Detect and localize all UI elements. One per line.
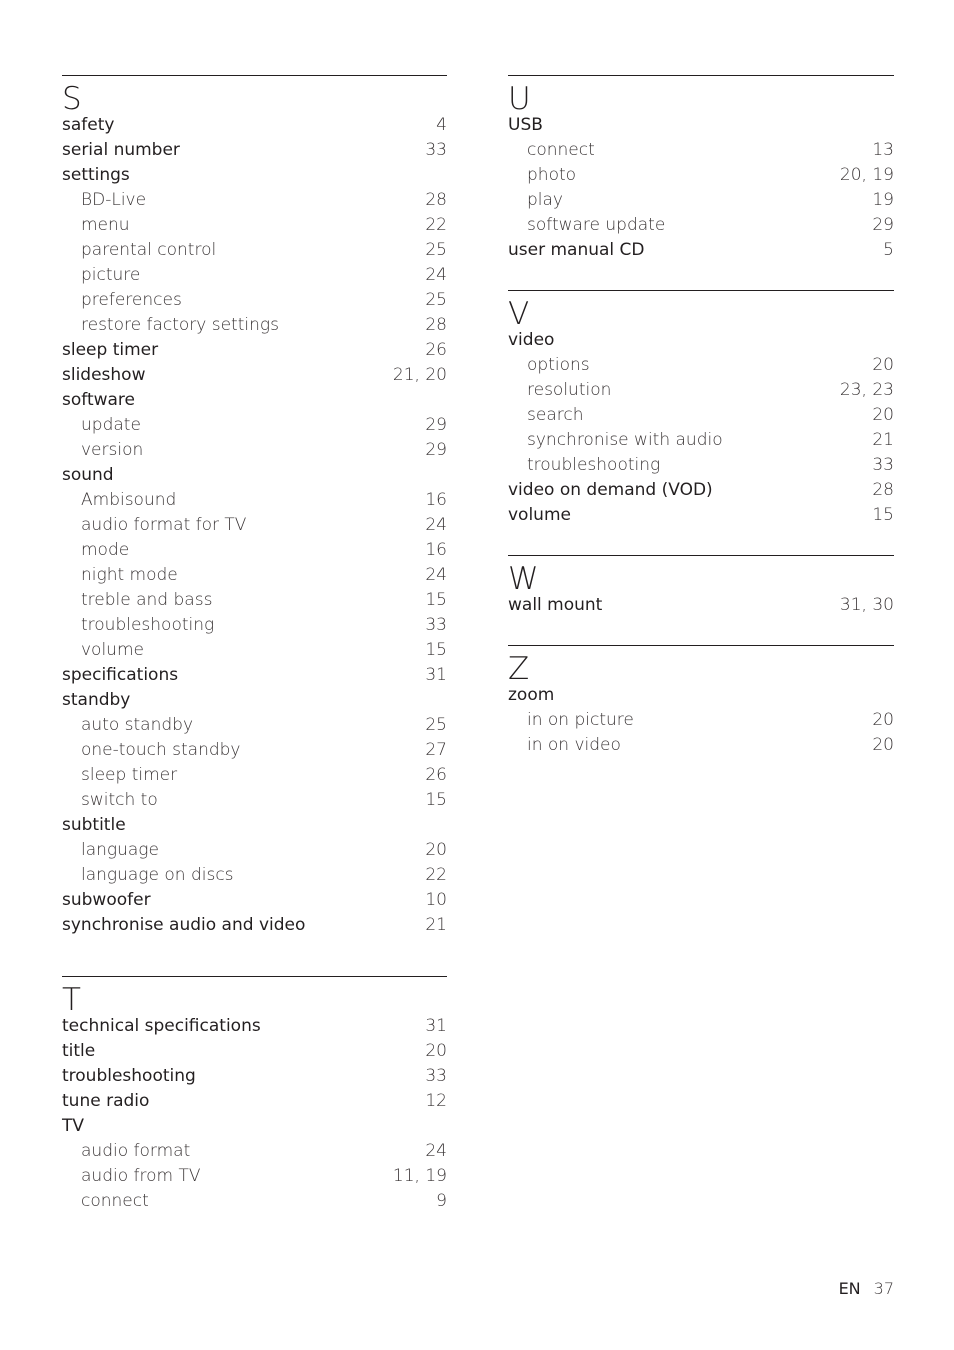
entry-term: Ambisound <box>81 490 177 510</box>
entry-pages: 33 <box>425 615 447 635</box>
index-entry <box>62 388 447 413</box>
index-subentry <box>62 213 447 238</box>
index-entry <box>508 238 894 263</box>
entry-pages: 28 <box>425 315 447 335</box>
entry-term: connect <box>527 140 595 160</box>
entry-term: options <box>527 355 590 375</box>
entry-pages: 25 <box>425 290 447 310</box>
entry-term: night mode <box>81 565 178 585</box>
entry-term: subtitle <box>62 815 126 835</box>
index-subentry <box>508 138 894 163</box>
index-subentry <box>62 563 447 588</box>
entry-term: preferences <box>81 290 182 310</box>
section-letter: U <box>508 81 531 117</box>
entry-pages: 28 <box>425 190 447 210</box>
entry-pages: 33 <box>425 1066 447 1086</box>
page-footer <box>839 1279 894 1298</box>
entry-term: photo <box>527 165 577 185</box>
entry-term: search <box>527 405 584 425</box>
entry-term: TV <box>62 1116 85 1136</box>
index-entry <box>508 328 894 353</box>
section-letter: T <box>62 982 81 1018</box>
index-subentry <box>62 863 447 888</box>
index-entry <box>62 913 447 938</box>
entry-term: zoom <box>508 685 555 705</box>
index-entry <box>62 138 447 163</box>
entry-term: wall mount <box>508 595 603 615</box>
index-entry <box>62 1014 447 1039</box>
entry-pages: 15 <box>872 505 894 525</box>
entry-term: software update <box>527 215 666 235</box>
entry-pages: 16 <box>425 540 447 560</box>
index-subentry <box>62 538 447 563</box>
index-section-t <box>62 976 447 1214</box>
entry-term: volume <box>508 505 571 525</box>
index-section-w <box>508 555 894 618</box>
index-entry <box>508 113 894 138</box>
entry-pages: 20 <box>872 355 894 375</box>
entry-term: treble and bass <box>81 590 213 610</box>
index-subentry <box>62 188 447 213</box>
section-letter: S <box>62 81 82 117</box>
index-subentry <box>62 1189 447 1214</box>
entry-pages: 26 <box>425 765 447 785</box>
entry-pages: 22 <box>425 215 447 235</box>
section-letter: V <box>508 296 530 332</box>
entry-pages: 13 <box>872 140 894 160</box>
index-section-v <box>508 290 894 528</box>
entry-pages: 21, 20 <box>392 365 447 385</box>
index-subentry <box>62 513 447 538</box>
entry-pages: 15 <box>425 790 447 810</box>
entry-pages: 25 <box>425 715 447 735</box>
entry-pages: 19 <box>872 190 894 210</box>
entry-term: USB <box>508 115 543 135</box>
index-entry <box>62 1039 447 1064</box>
entry-term: BD-Live <box>81 190 147 210</box>
footer-language: EN <box>838 1279 861 1298</box>
entry-term: audio from TV <box>81 1166 201 1186</box>
entry-term: volume <box>81 640 144 660</box>
entry-term: settings <box>62 165 130 185</box>
entry-term: sound <box>62 465 114 485</box>
index-subentry <box>62 438 447 463</box>
entry-pages: 24 <box>425 1141 447 1161</box>
entry-term: switch to <box>81 790 158 810</box>
index-column-left <box>62 75 447 1214</box>
index-subentry <box>62 638 447 663</box>
entry-term: in on picture <box>527 710 634 730</box>
entry-pages: 11, 19 <box>392 1166 447 1186</box>
entry-pages: 15 <box>425 640 447 660</box>
entry-pages: 25 <box>425 240 447 260</box>
index-subentry <box>62 788 447 813</box>
entry-term: video <box>508 330 555 350</box>
index-entry <box>62 113 447 138</box>
entry-term: troubleshooting <box>62 1066 196 1086</box>
entry-pages: 20 <box>872 735 894 755</box>
index-subentry <box>62 1139 447 1164</box>
entry-term: restore factory settings <box>81 315 279 335</box>
index-subentry <box>508 163 894 188</box>
entry-term: one-touch standby <box>81 740 241 760</box>
index-subentry <box>62 1164 447 1189</box>
entry-term: sleep timer <box>62 340 159 360</box>
entry-term: title <box>62 1041 96 1061</box>
entry-pages: 20 <box>872 405 894 425</box>
index-subentry <box>62 313 447 338</box>
entry-pages: 9 <box>436 1191 447 1211</box>
index-subentry <box>508 403 894 428</box>
index-subentry <box>62 238 447 263</box>
entry-pages: 27 <box>425 740 447 760</box>
section-letter: W <box>508 561 539 597</box>
entry-term: tune radio <box>62 1091 150 1111</box>
entry-term: video on demand (VOD) <box>508 480 713 500</box>
index-subentry <box>62 738 447 763</box>
index-subentry <box>62 763 447 788</box>
entry-term: user manual CD <box>508 240 645 260</box>
entry-term: menu <box>81 215 130 235</box>
entry-term: audio format <box>81 1141 191 1161</box>
entry-term: troubleshooting <box>81 615 215 635</box>
entry-term: software <box>62 390 136 410</box>
entry-term: language <box>81 840 159 860</box>
index-subentry <box>62 413 447 438</box>
entry-term: slideshow <box>62 365 146 385</box>
entry-term: technical specifications <box>62 1016 261 1036</box>
entry-pages: 24 <box>425 515 447 535</box>
entry-term: standby <box>62 690 131 710</box>
index-entry <box>508 593 894 618</box>
index-entry <box>62 1064 447 1089</box>
entry-pages: 24 <box>425 565 447 585</box>
index-section-z <box>508 645 894 758</box>
entry-pages: 20, 19 <box>839 165 894 185</box>
entry-term: serial number <box>62 140 180 160</box>
entry-term: play <box>527 190 563 210</box>
index-subentry <box>62 288 447 313</box>
entry-pages: 20 <box>425 1041 447 1061</box>
entry-term: subwoofer <box>62 890 151 910</box>
index-subentry <box>508 378 894 403</box>
index-section-s <box>62 75 447 938</box>
index-entry <box>62 888 447 913</box>
index-subentry <box>508 353 894 378</box>
index-subentry <box>508 188 894 213</box>
index-subentry <box>508 708 894 733</box>
entry-pages: 20 <box>425 840 447 860</box>
entry-term: in on video <box>527 735 621 755</box>
entry-pages: 15 <box>425 590 447 610</box>
index-entry <box>62 688 447 713</box>
footer-page-number: 37 <box>873 1279 894 1298</box>
index-entry <box>62 663 447 688</box>
section-letter: Z <box>508 651 530 687</box>
entry-pages: 10 <box>425 890 447 910</box>
index-entry <box>62 463 447 488</box>
index-entry <box>508 683 894 708</box>
index-entry <box>62 363 447 388</box>
entry-pages: 16 <box>425 490 447 510</box>
index-subentry <box>508 213 894 238</box>
entry-term: auto standby <box>81 715 194 735</box>
index-entry <box>62 1114 447 1139</box>
entry-term: resolution <box>527 380 612 400</box>
index-subentry <box>508 733 894 758</box>
index-entry <box>62 338 447 363</box>
entry-term: parental control <box>81 240 217 260</box>
index-section-u <box>508 75 894 263</box>
entry-pages: 31, 30 <box>839 595 894 615</box>
index-entry <box>508 478 894 503</box>
entry-pages: 29 <box>425 415 447 435</box>
entry-pages: 24 <box>425 265 447 285</box>
entry-term: connect <box>81 1191 149 1211</box>
entry-pages: 20 <box>872 710 894 730</box>
entry-term: update <box>81 415 141 435</box>
entry-term: version <box>81 440 144 460</box>
entry-pages: 33 <box>872 455 894 475</box>
index-subentry <box>62 613 447 638</box>
index-subentry <box>62 263 447 288</box>
entry-pages: 31 <box>425 1016 447 1036</box>
index-subentry <box>62 488 447 513</box>
entry-pages: 5 <box>883 240 894 260</box>
entry-term: sleep timer <box>81 765 178 785</box>
entry-term: safety <box>62 115 115 135</box>
entry-pages: 4 <box>436 115 447 135</box>
index-entry <box>508 503 894 528</box>
entry-pages: 29 <box>872 215 894 235</box>
entry-term: language on discs <box>81 865 234 885</box>
index-entry <box>62 813 447 838</box>
entry-term: troubleshooting <box>527 455 661 475</box>
entry-pages: 21 <box>425 915 447 935</box>
index-subentry <box>508 453 894 478</box>
entry-term: synchronise with audio <box>527 430 723 450</box>
index-subentry <box>62 588 447 613</box>
entry-pages: 22 <box>425 865 447 885</box>
entry-pages: 12 <box>425 1091 447 1111</box>
index-subentry <box>62 713 447 738</box>
entry-term: synchronise audio and video <box>62 915 306 935</box>
entry-pages: 23, 23 <box>839 380 894 400</box>
entry-term: mode <box>81 540 130 560</box>
entry-pages: 26 <box>425 340 447 360</box>
entry-pages: 33 <box>425 140 447 160</box>
entry-term: specifications <box>62 665 179 685</box>
entry-term: audio format for TV <box>81 515 247 535</box>
index-subentry <box>62 838 447 863</box>
entry-term: picture <box>81 265 141 285</box>
index-subentry <box>508 428 894 453</box>
index-column-right <box>508 75 894 758</box>
entry-pages: 21 <box>872 430 894 450</box>
entry-pages: 31 <box>425 665 447 685</box>
entry-pages: 29 <box>425 440 447 460</box>
index-entry <box>62 163 447 188</box>
entry-pages: 28 <box>872 480 894 500</box>
index-entry <box>62 1089 447 1114</box>
